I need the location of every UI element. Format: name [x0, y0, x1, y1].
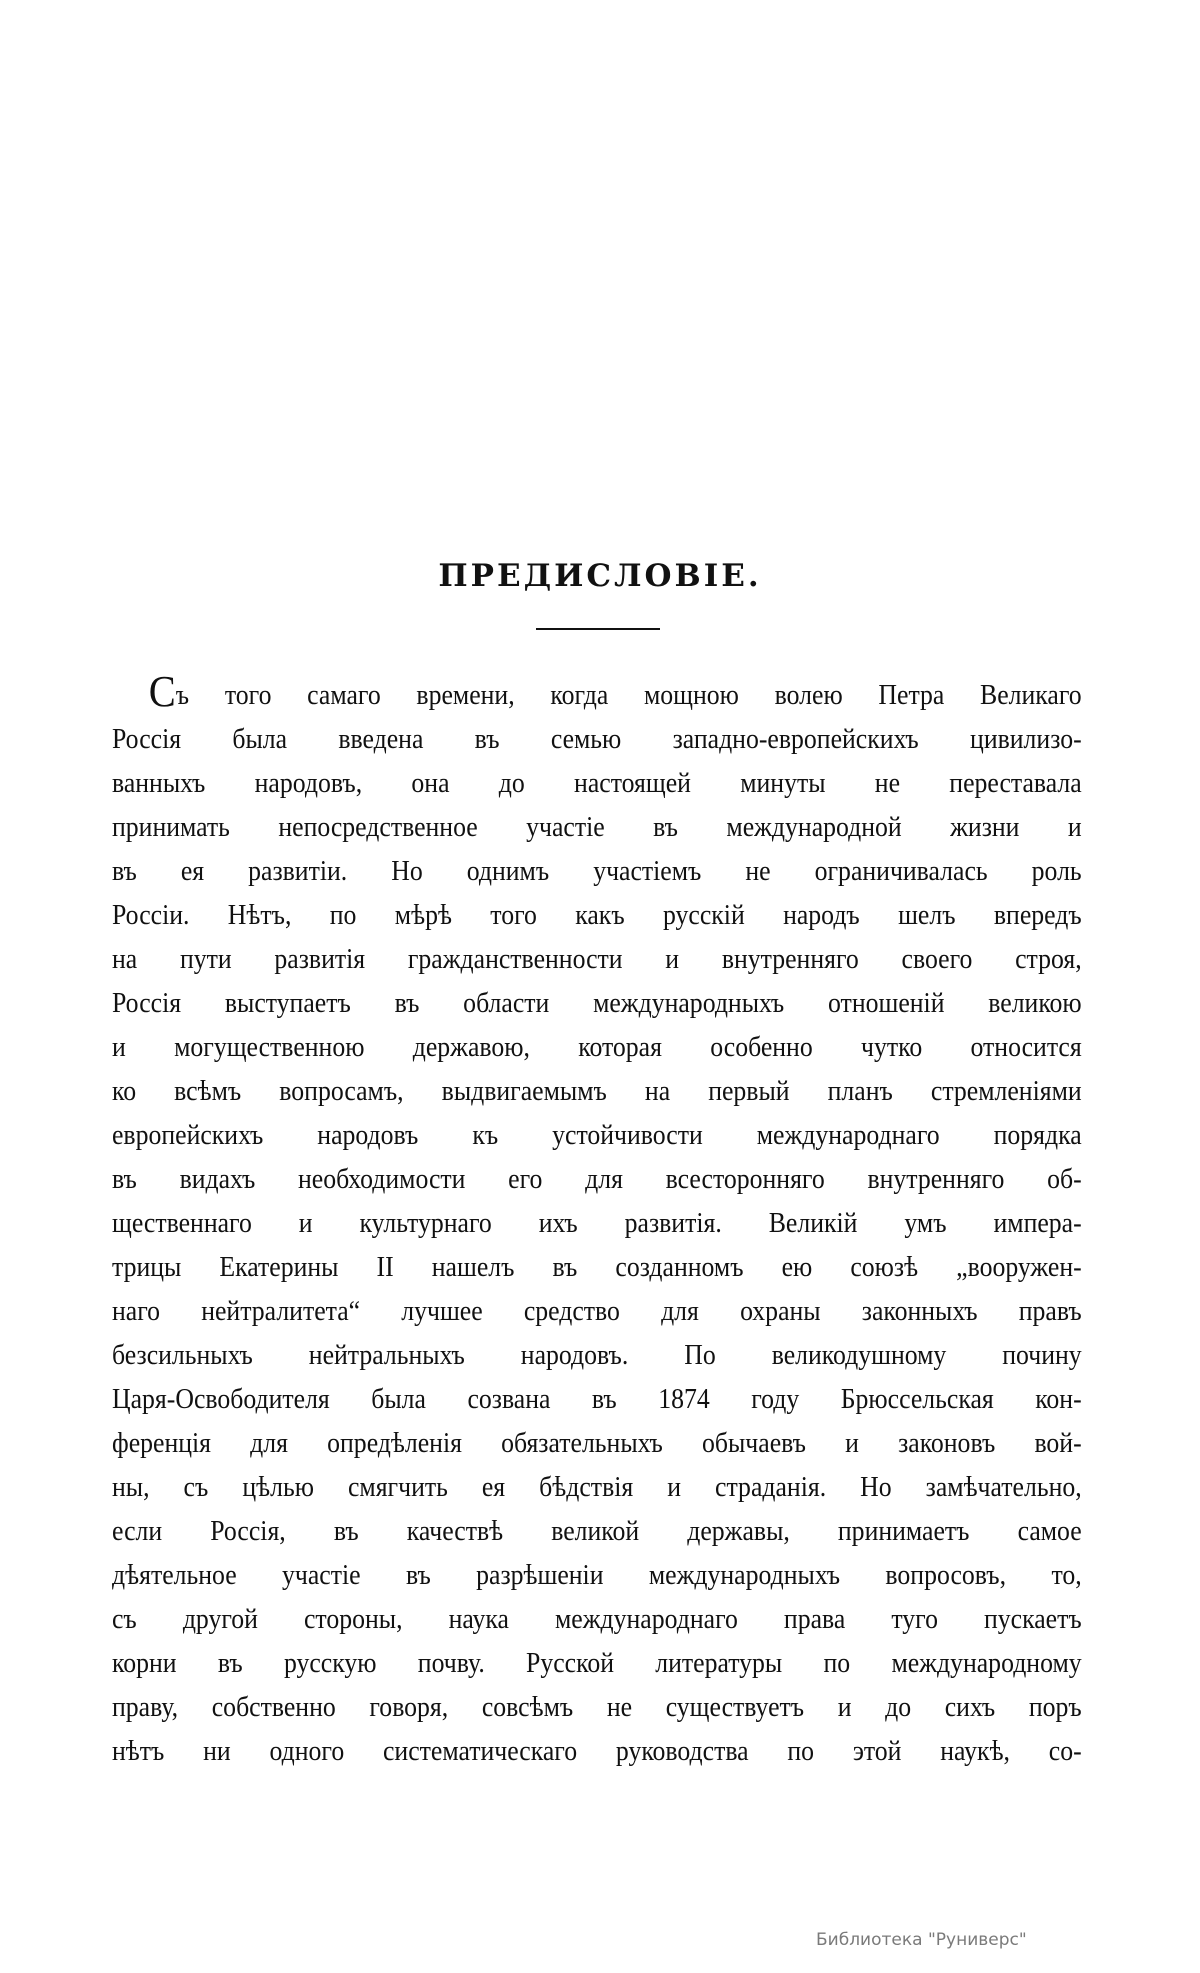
text-line: нѣтъ ни одного систематическаго руководства по этой наукѣ, со- [112, 1736, 1082, 1767]
text-line: праву, собственно говоря, совсѣмъ не существуетъ и до сихъ поръ [112, 1692, 1082, 1723]
library-watermark: Библиотека "Руниверс" [816, 1930, 1027, 1950]
drop-cap: С [148, 667, 176, 716]
body-text [112, 667, 1082, 1774]
text-line [112, 667, 1082, 718]
text-line: корни въ русскую почву. Русской литературы по международному [112, 1648, 1082, 1679]
title-divider [536, 628, 660, 630]
text-line: трицы Екатерины II нашелъ въ созданномъ ею союзѣ „вооружен- [112, 1252, 1082, 1283]
text-line: принимать непосредственное участіе въ международной жизни и [112, 812, 1082, 843]
text-line: ференція для опредѣленія обязательныхъ обычаевъ и законовъ вой- [112, 1428, 1082, 1459]
text-line: безсильныхъ нейтральныхъ народовъ. По великодушному почину [112, 1340, 1082, 1371]
text-line: ко всѣмъ вопросамъ, выдвигаемымъ на первый планъ стремленіями [112, 1076, 1082, 1107]
text-line: въ ея развитіи. Но однимъ участіемъ не ограничивалась роль [112, 856, 1082, 887]
text-line: дѣятельное участіе въ разрѣшеніи международныхъ вопросовъ, то, [112, 1560, 1082, 1591]
text-line: ны, съ цѣлью смягчить ея бѣдствія и страданія. Но замѣчательно, [112, 1472, 1082, 1503]
text-line: европейскихъ народовъ къ устойчивости международнаго порядка [112, 1120, 1082, 1151]
text-line: Россія была введена въ семью западно-европейскихъ цивилизо- [112, 724, 1082, 755]
text-line: Россія выступаетъ въ области международныхъ отношеній великою [112, 988, 1082, 1019]
text-line-content: ъ того самаго времени, когда мощною волею Петра Великаго [175, 680, 1082, 711]
text-line: щественнаго и культурнаго ихъ развитія. Великій умъ импера- [112, 1208, 1082, 1239]
text-line: на пути развитія гражданственности и внутренняго своего строя, [112, 944, 1082, 975]
text-line: Царя-Освободителя была созвана въ 1874 году Брюссельская кон- [112, 1384, 1082, 1415]
page-title: ПРЕДИСЛОВІЕ. [438, 558, 762, 594]
text-line: въ видахъ необходимости его для всесторонняго внутренняго об- [112, 1164, 1082, 1195]
text-line: ванныхъ народовъ, она до настоящей минуты не переставала [112, 768, 1082, 799]
text-line: Россіи. Нѣтъ, по мѣрѣ того какъ русскій народъ шелъ впередъ [112, 900, 1082, 931]
text-line: наго нейтралитета“ лучшее средство для охраны законныхъ правъ [112, 1296, 1082, 1327]
text-line: съ другой стороны, наука международнаго права туго пускаетъ [112, 1604, 1082, 1635]
text-line: если Россія, въ качествѣ великой державы, принимаетъ самое [112, 1516, 1082, 1547]
text-line: и могущественною державою, которая особенно чутко относится [112, 1032, 1082, 1063]
